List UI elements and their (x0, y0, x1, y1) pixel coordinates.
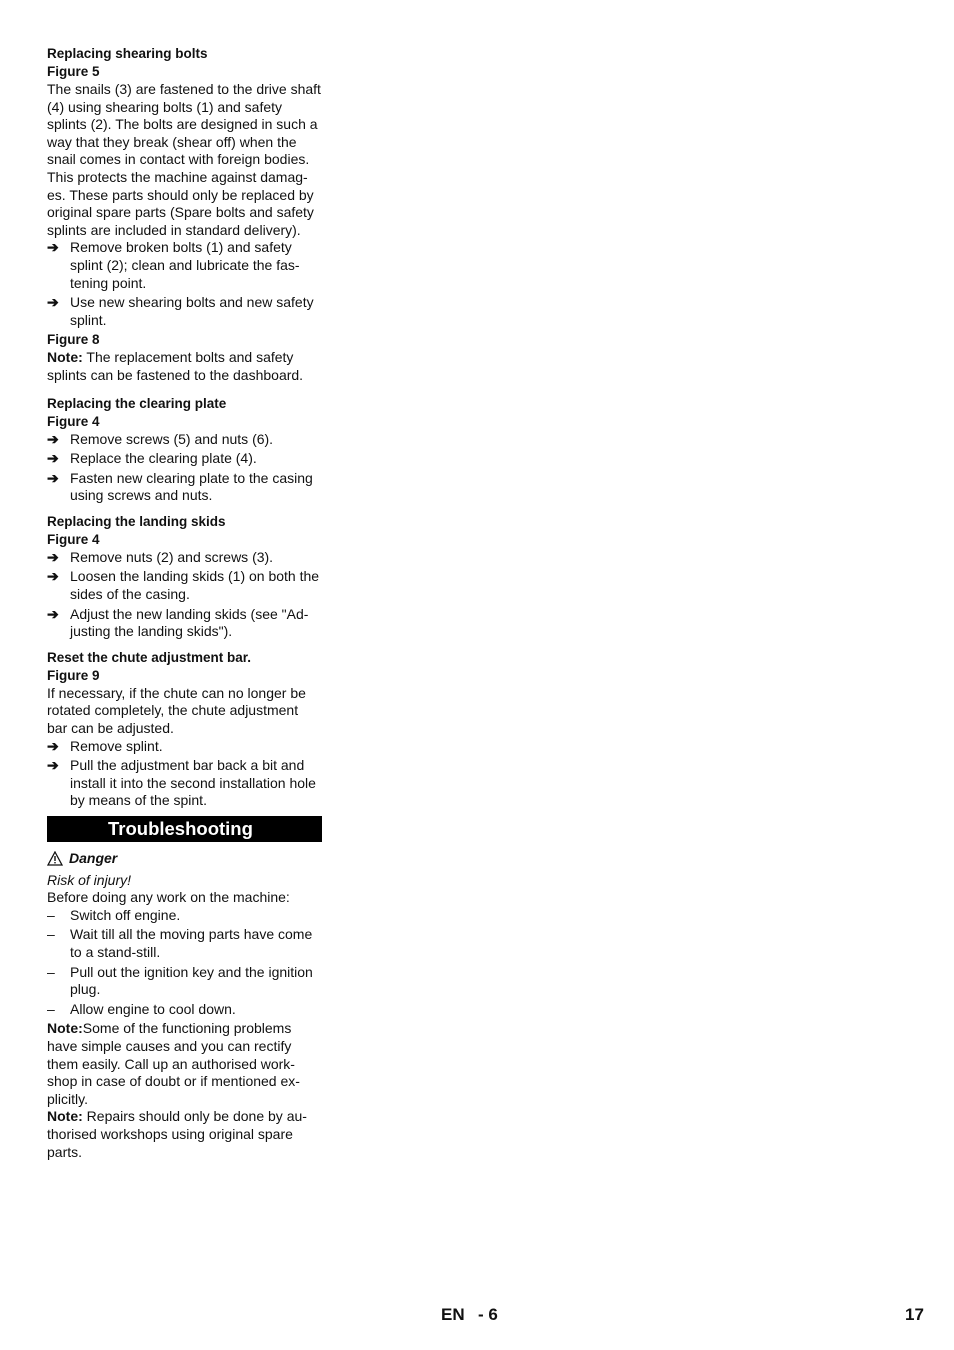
dash-item (47, 964, 322, 999)
arrow-icon: ➔ (47, 757, 59, 774)
step-item (47, 294, 322, 329)
figure-ref: Figure 5 (47, 64, 100, 79)
dash-marker: – (47, 906, 55, 923)
step-text: Pull the adjustment bar back a bit and install it into the second installation hole by means of the spint. (70, 757, 316, 809)
danger-label: Danger (69, 850, 118, 866)
note-paragraph (47, 1020, 322, 1108)
note-paragraph (47, 1108, 322, 1161)
step-text: Fasten new clearing plate to the casing using screws and nuts. (70, 469, 313, 504)
step-item (47, 606, 322, 641)
dash-marker: – (47, 926, 55, 943)
step-text: Adjust the new landing skids (see "Ad-justing the landing skids"). (70, 605, 309, 640)
content-column (47, 45, 322, 1161)
figure-ref: Figure 4 (47, 531, 100, 547)
dash-marker: – (47, 963, 55, 980)
arrow-icon: ➔ (47, 294, 59, 311)
dash-text: Pull out the ignition key and the ignition plug. (70, 963, 313, 998)
note-label: Note: (47, 1108, 83, 1125)
step-item (47, 431, 322, 449)
figure-ref: Figure 4 (47, 413, 100, 429)
section-heading-shearing-bolts: Replacing shearing bolts (47, 46, 208, 61)
arrow-icon: ➔ (47, 548, 59, 565)
danger-warning (47, 850, 322, 868)
footer-language: EN (441, 1305, 465, 1324)
note-label: Note: (47, 349, 83, 366)
step-text: Use new shearing bolts and new safety splint. (70, 294, 314, 328)
figure-ref: Figure 9 (47, 667, 100, 683)
step-text: Remove broken bolts (1) and safety splint (2); clean and lubricate the fas-tening point. (70, 239, 300, 291)
step-text: Replace the clearing plate (4). (70, 450, 257, 467)
step-text: Remove splint. (70, 737, 163, 754)
arrow-icon: ➔ (47, 605, 59, 622)
step-text: Remove nuts (2) and screws (3). (70, 548, 274, 565)
arrow-icon: ➔ (47, 737, 59, 754)
dash-item (47, 1001, 322, 1019)
step-item (47, 568, 322, 603)
risk-text: Risk of injury! (47, 871, 132, 888)
paragraph-chute: If necessary, if the chute can no longer be rotated completely, the chute adjustment bar can be adjusted. (47, 684, 306, 737)
dash-text: Wait till all the moving parts have come to a stand-still. (70, 926, 313, 960)
note-paragraph (47, 349, 322, 384)
section-heading-landing-skids: Replacing the landing skids (47, 513, 226, 529)
figure-ref: Figure 8 (47, 332, 100, 348)
step-text: Remove screws (5) and nuts (6). (70, 430, 274, 447)
note-text: Repairs should only be done by au-thorised workshops using original spare parts. (47, 1108, 307, 1160)
footer-section-page: - 6 (478, 1305, 498, 1324)
note-text: Some of the functioning problems have simple causes and you can rectify them easily. Call up an authorised work-shop in case of doubt or if mentioned ex-plicitly. (47, 1020, 300, 1107)
section-heading-clearing-plate: Replacing the clearing plate (47, 395, 227, 411)
step-text: Loosen the landing skids (1) on both the sides of the casing. (70, 568, 320, 603)
dash-text: Allow engine to cool down. (70, 1000, 236, 1017)
step-item (47, 470, 322, 505)
dash-item (47, 907, 322, 925)
section-heading-chute-bar: Reset the chute adjustment bar. (47, 649, 252, 665)
note-text: The replacement bolts and safety splints can be fastened to the dashboard. (47, 349, 304, 383)
arrow-icon: ➔ (47, 430, 59, 447)
chapter-heading-troubleshooting: Troubleshooting (47, 816, 322, 842)
step-item (47, 738, 322, 756)
page-number: 17 (905, 1305, 924, 1324)
note-label: Note: (47, 1020, 83, 1037)
step-item (47, 757, 322, 810)
step-item (47, 549, 322, 567)
arrow-icon: ➔ (47, 568, 59, 585)
step-item (47, 239, 322, 292)
step-item (47, 450, 322, 468)
dash-item (47, 926, 322, 961)
arrow-icon: ➔ (47, 469, 59, 486)
warning-triangle-icon (47, 851, 63, 866)
dash-marker: – (47, 1000, 55, 1017)
paragraph-shearing-bolts: The snails (3) are fastened to the drive shaft (4) using shearing bolts (1) and safety splints (2). The bolts are designed in such a way that they break (shear off) when the snail comes in contact with foreign bodies. This protects the machine against damag-es. These parts should only be replaced by original spare parts (Spare bolts and safety splints are included in standard delivery). (47, 81, 321, 238)
arrow-icon: ➔ (47, 239, 59, 256)
dash-text: Switch off engine. (70, 906, 181, 923)
intro-text: Before doing any work on the machine: (47, 889, 290, 906)
arrow-icon: ➔ (47, 450, 59, 467)
